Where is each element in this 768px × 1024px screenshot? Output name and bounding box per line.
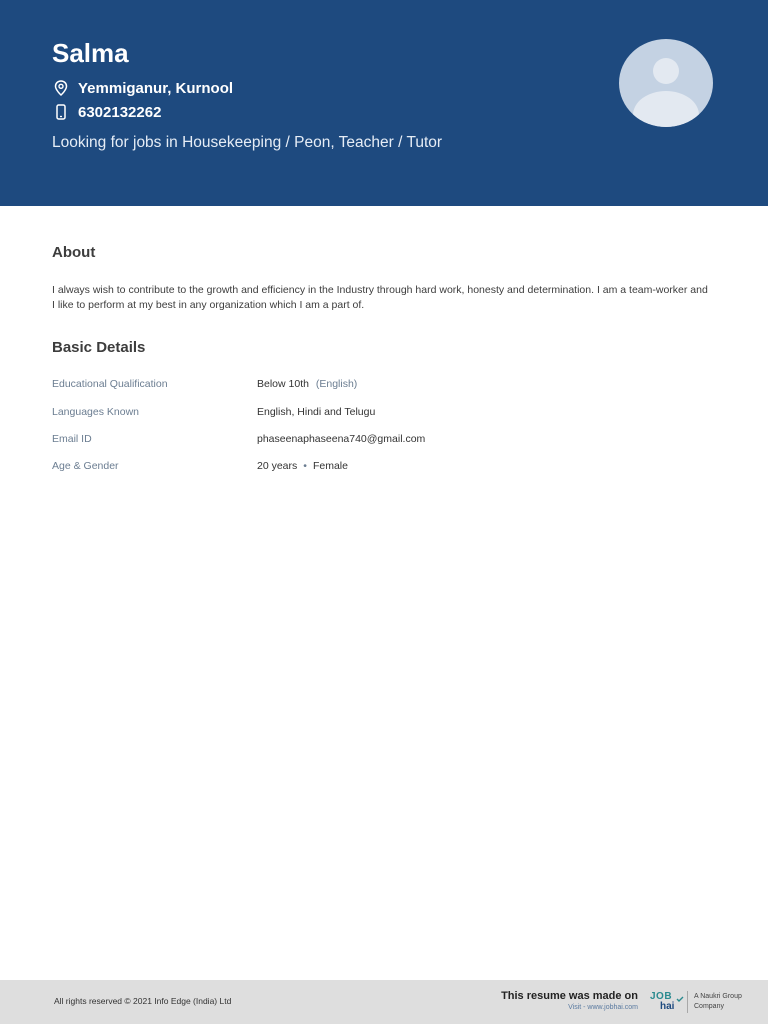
location-row (52, 79, 233, 97)
location-pin-icon (52, 79, 70, 97)
group-line-2: Company (694, 1003, 724, 1010)
logo-divider (687, 991, 688, 1013)
age-value: 20 years (257, 460, 298, 472)
user-placeholder-icon (619, 39, 713, 127)
mobile-phone-icon (52, 103, 70, 121)
languages-label: Languages Known (52, 406, 139, 418)
separator-dot: • (303, 460, 307, 472)
age-gender-value (257, 460, 348, 472)
languages-value: English, Hindi and Telugu (257, 406, 376, 418)
education-value (257, 378, 357, 390)
logo-hai-text: hai (660, 1001, 675, 1012)
job-preference: Looking for jobs in Housekeeping / Peon, Teacher / Tutor (52, 134, 443, 151)
basic-details-heading: Basic Details (52, 339, 146, 356)
education-medium: (English) (315, 378, 358, 390)
jobhai-logo (648, 991, 686, 1013)
copyright-text: All rights reserved © 2021 Info Edge (India) Ltd (54, 996, 232, 1006)
email-label: Email ID (52, 433, 92, 445)
made-on-text: This resume was made on (501, 990, 638, 1002)
about-text: I always wish to contribute to the growth and efficiency in the Industry through hard work, honesty and determination. I am a team-worker and I like to perform at my best in any organization which I am a part of. (52, 284, 708, 311)
logo-job-text: JOB (650, 991, 673, 1002)
profile-header (0, 0, 768, 206)
visit-link[interactable]: Visit - www.jobhai.com (568, 1004, 638, 1011)
naukri-group-text (694, 992, 764, 1012)
age-gender-label: Age & Gender (52, 460, 119, 472)
candidate-name: Salma (52, 38, 129, 68)
checkmark-icon (676, 996, 684, 1002)
about-heading: About (52, 244, 96, 261)
phone-number[interactable]: 6302132262 (78, 103, 162, 121)
footer (0, 980, 768, 1024)
group-line-1: A Naukri Group (694, 993, 742, 1000)
phone-row (52, 103, 161, 121)
location-text: Yemmiganur, Kurnool (78, 79, 234, 97)
email-value[interactable]: phaseenaphaseena740@gmail.com (257, 433, 426, 445)
education-label: Educational Qualification (52, 378, 168, 390)
gender-value: Female (312, 460, 348, 472)
education-level: Below 10th (257, 378, 309, 390)
